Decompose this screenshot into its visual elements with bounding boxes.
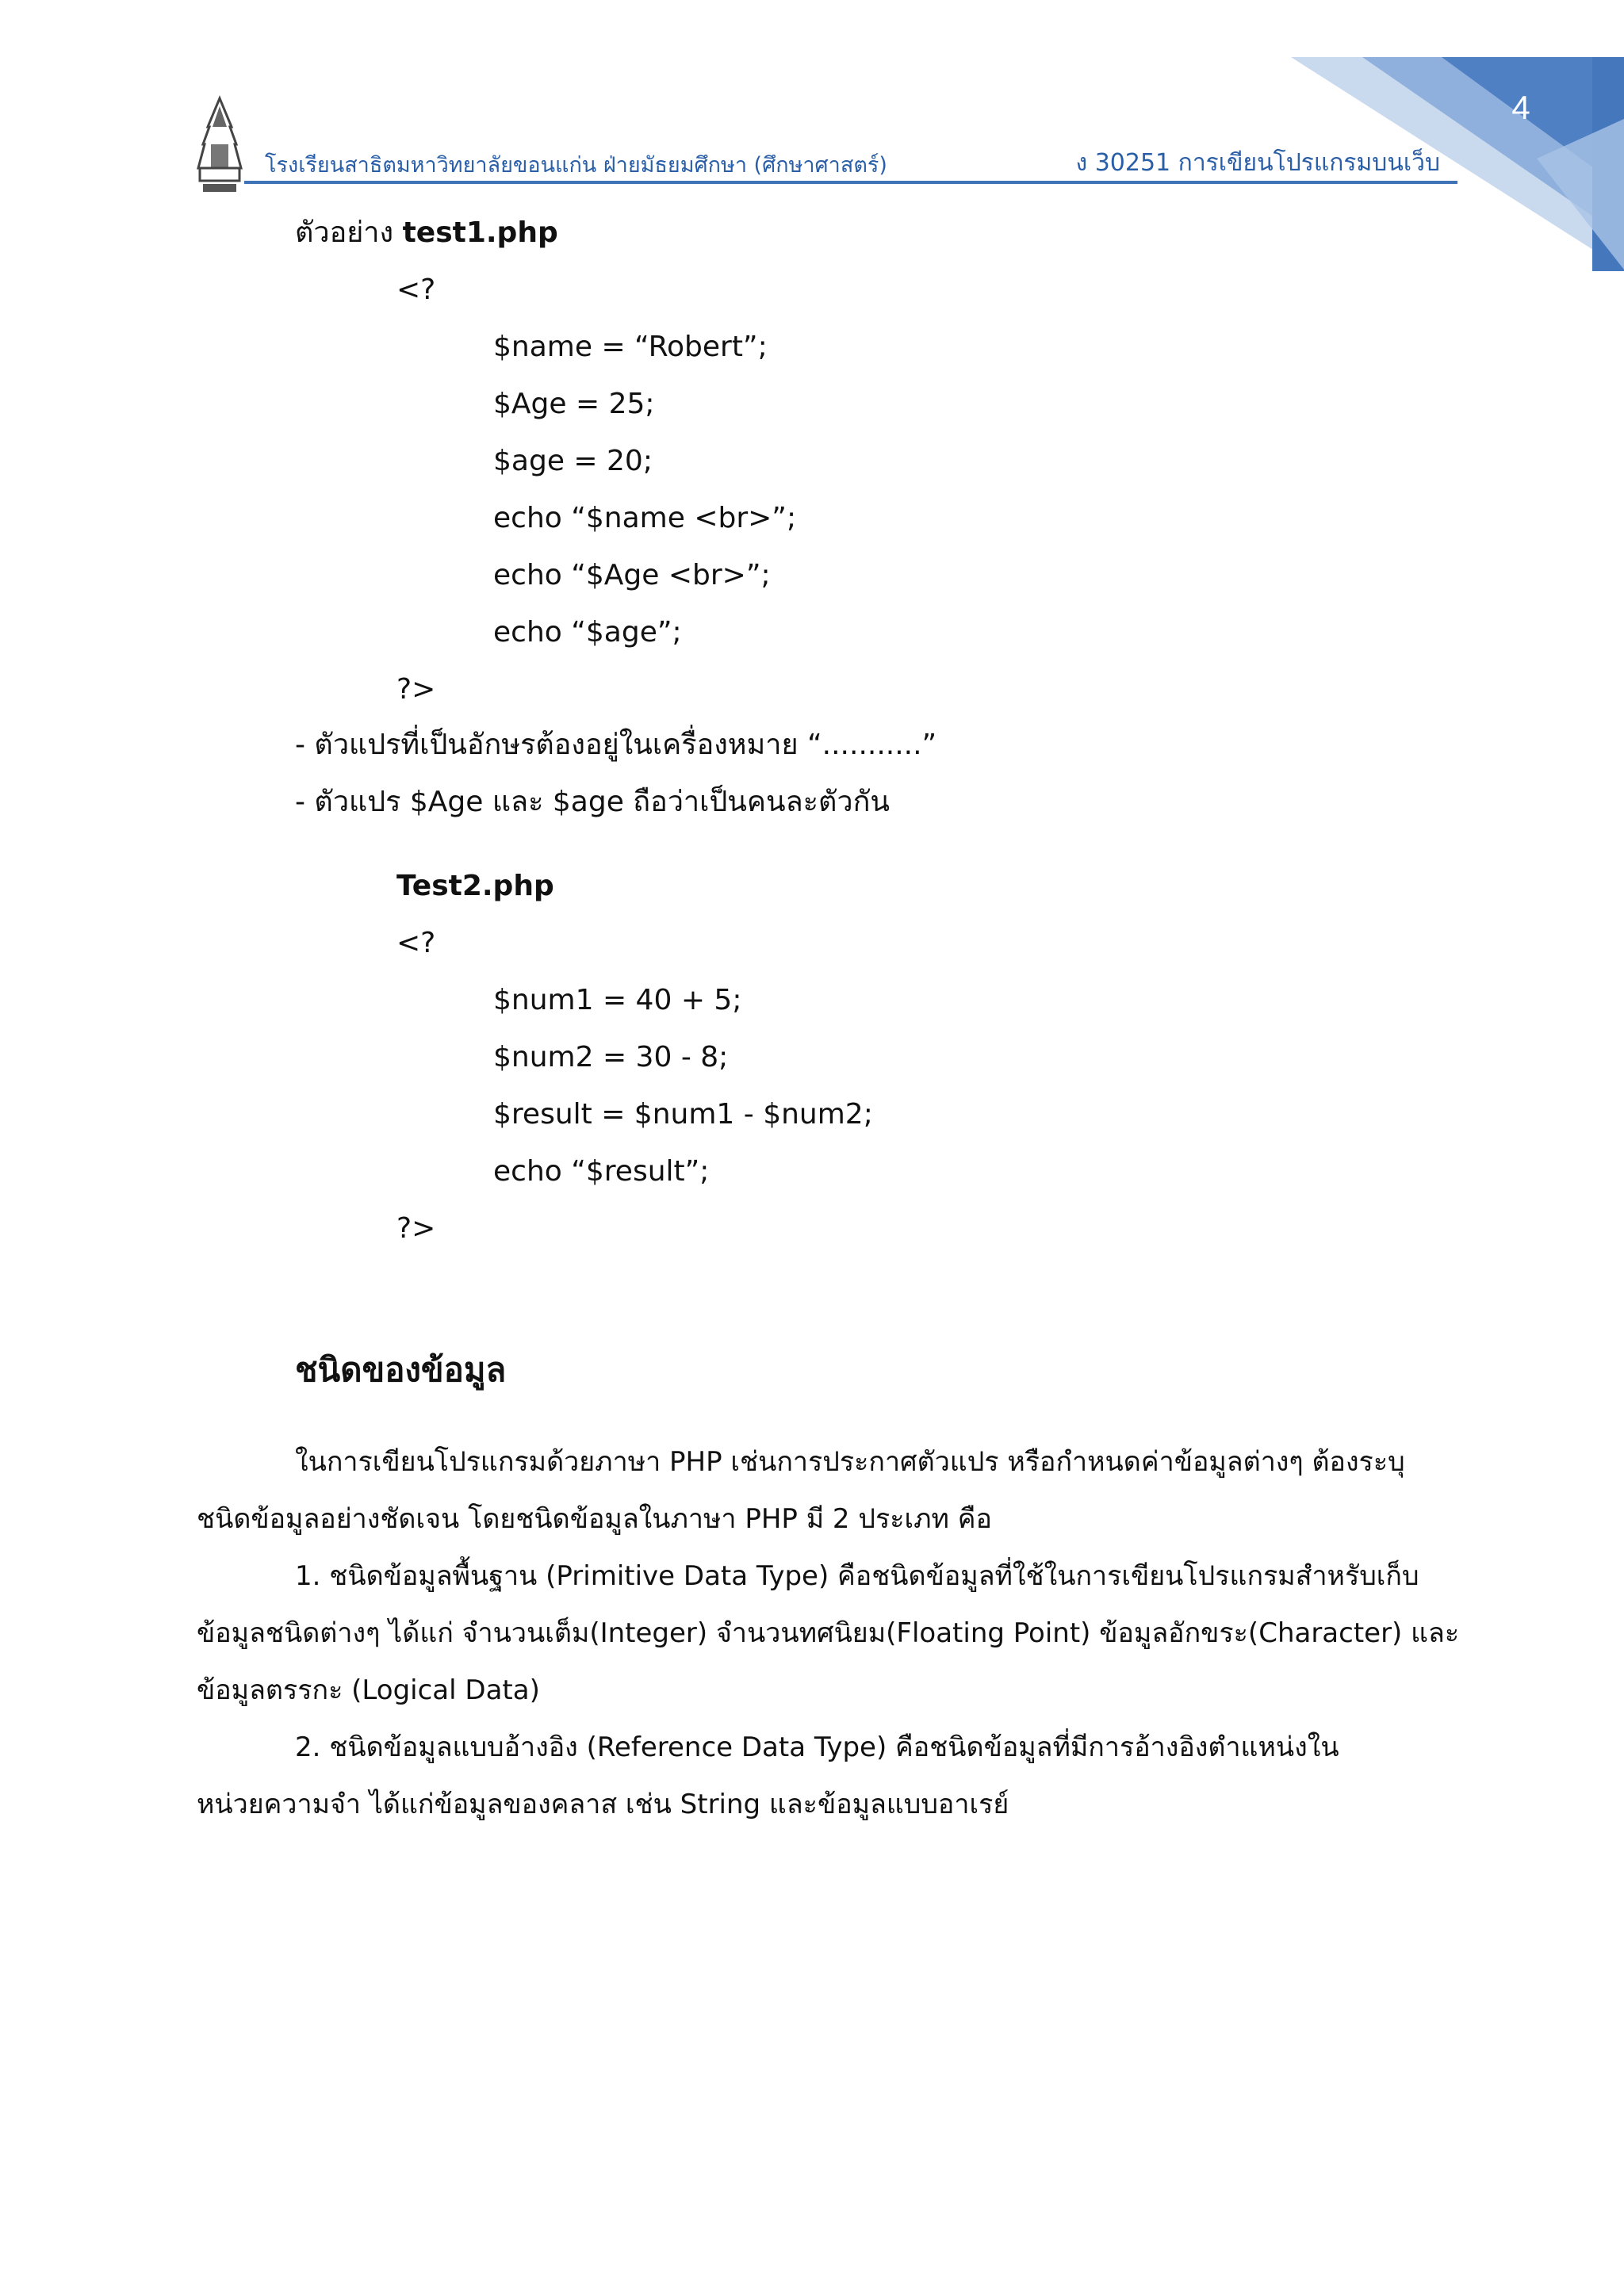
paragraph-line: ข้อมูลชนิดต่างๆ ได้แก่ จำนวนเต็ม(Integer) จำนวนทศนิยม(Floating Point) ข้อมูลอักขระ(Character) และ bbox=[197, 1617, 1460, 1649]
corner-decoration bbox=[1291, 0, 1624, 285]
course-title: ง 30251 การเขียนโปรแกรมบนเว็บ bbox=[1075, 149, 1440, 177]
paragraph-line: หน่วยความจำ ได้แก่ข้อมูลของคลาส เช่น String และข้อมูลแบบอาเรย์ bbox=[197, 1789, 1009, 1820]
example1-title bbox=[295, 214, 558, 252]
code-line: ?> bbox=[396, 673, 436, 706]
school-logo bbox=[195, 95, 244, 203]
school-name: โรงเรียนสาธิตมหาวิทยาลัยขอนแก่น ฝ่ายมัธยมศึกษา (ศึกษาศาสตร์) bbox=[265, 153, 887, 178]
example2-filename: Test2.php bbox=[396, 870, 554, 902]
code-line: <? bbox=[396, 274, 436, 306]
paragraph-line: ในการเขียนโปรแกรมด้วยภาษา PHP เช่นการประกาศตัวแปร หรือกำหนดค่าข้อมูลต่างๆ ต้องระบุ bbox=[295, 1446, 1405, 1478]
code-line: echo “$age”; bbox=[493, 616, 682, 649]
example1-filename: test1.php bbox=[402, 216, 558, 249]
code-line: $Age = 25; bbox=[493, 388, 655, 420]
note-item: - ตัวแปร $Age และ $age ถือว่าเป็นคนละตัวกัน bbox=[295, 786, 890, 818]
code-line: echo “$result”; bbox=[493, 1155, 710, 1188]
code-line: echo “$name <br>”; bbox=[493, 502, 797, 534]
code-line: echo “$Age <br>”; bbox=[493, 559, 771, 591]
code-line: $name = “Robert”; bbox=[493, 331, 768, 363]
code-line: $age = 20; bbox=[493, 445, 653, 477]
paragraph-line: 2. ชนิดข้อมูลแบบอ้างอิง (Reference Data Type) คือชนิดข้อมูลที่มีการอ้างอิงตำแหน่งใน bbox=[295, 1732, 1339, 1763]
header-divider bbox=[244, 181, 1457, 184]
section-heading: ชนิดของข้อมูล bbox=[295, 1350, 507, 1389]
paragraph-line: ชนิดข้อมูลอย่างชัดเจน โดยชนิดข้อมูลในภาษา PHP มี 2 ประเภท คือ bbox=[197, 1503, 992, 1535]
page-number: 4 bbox=[1511, 89, 1530, 126]
code-line: <? bbox=[396, 927, 436, 959]
example-label: ตัวอย่าง bbox=[295, 216, 394, 249]
paragraph-line: 1. ชนิดข้อมูลพื้นฐาน (Primitive Data Type) คือชนิดข้อมูลที่ใช้ในการเขียนโปรแกรมสำหรับเก็บ bbox=[295, 1560, 1419, 1592]
code-line: $num2 = 30 - 8; bbox=[493, 1041, 729, 1073]
note-item: - ตัวแปรที่เป็นอักษรต้องอยู่ในเครื่องหมาย “...........” bbox=[295, 729, 937, 761]
code-line: $num1 = 40 + 5; bbox=[493, 984, 742, 1016]
paragraph-line: ข้อมูลตรรกะ (Logical Data) bbox=[197, 1674, 540, 1706]
code-line: ?> bbox=[396, 1212, 436, 1245]
code-line: $result = $num1 - $num2; bbox=[493, 1098, 873, 1131]
